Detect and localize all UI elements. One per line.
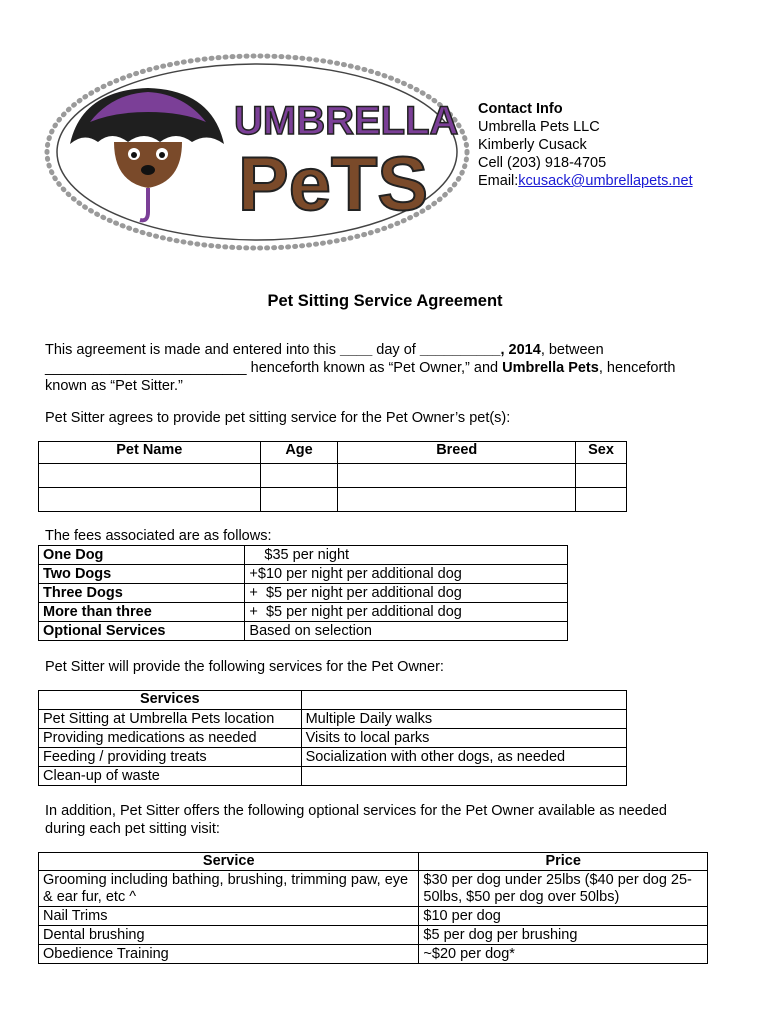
- table-row: [39, 464, 627, 488]
- intro-text: This agreement is made and entered into this: [45, 342, 340, 358]
- pets-table: [38, 441, 627, 512]
- age-cell[interactable]: [260, 464, 338, 488]
- table-row: [39, 584, 568, 603]
- fees-intro: The fees associated are as follows:: [45, 528, 272, 544]
- contact-email-row: [478, 172, 693, 190]
- intro-text: , henceforth: [598, 360, 676, 376]
- intro-line1: [45, 341, 735, 359]
- table-row: [39, 907, 708, 926]
- umbrella-dog-icon: [70, 88, 224, 220]
- fee-value: + $5 per night per additional dog: [245, 603, 568, 622]
- services-table: [38, 690, 627, 786]
- table-row: [39, 488, 627, 512]
- service-cell: Providing medications as needed: [39, 729, 302, 748]
- header-breed: Breed: [338, 442, 576, 464]
- logo-line2: PeTS: [238, 142, 429, 227]
- service-cell: Feeding / providing treats: [39, 748, 302, 767]
- optional-intro-line1: In addition, Pet Sitter offers the following optional services for the Pet Owner available as needed: [45, 803, 667, 819]
- header-pet-name: Pet Name: [39, 442, 261, 464]
- price-cell: $10 per dog: [419, 907, 708, 926]
- breed-cell[interactable]: [338, 464, 576, 488]
- agreement-intro: [45, 341, 735, 395]
- contact-company: Umbrella Pets LLC: [478, 119, 600, 135]
- sex-cell[interactable]: [576, 488, 627, 512]
- table-header-row: [39, 442, 627, 464]
- service-cell: Pet Sitting at Umbrella Pets location: [39, 710, 302, 729]
- fee-label: Two Dogs: [39, 565, 245, 584]
- table-header-row: [39, 853, 708, 871]
- intro-text: , between: [540, 342, 604, 358]
- table-row: [39, 926, 708, 945]
- contact-heading: Contact Info: [478, 101, 563, 117]
- header-age: Age: [260, 442, 338, 464]
- optional-intro: [45, 802, 735, 838]
- intro-line3: known as “Pet Sitter.”: [45, 378, 183, 394]
- contact-info: [478, 100, 693, 190]
- empty-header-cell: [301, 691, 626, 710]
- fee-label: One Dog: [39, 546, 245, 565]
- document-title: Pet Sitting Service Agreement: [267, 292, 503, 310]
- pet-name-cell[interactable]: [39, 464, 261, 488]
- intro-line2: [45, 359, 735, 377]
- table-row: [39, 710, 627, 729]
- fee-value: Based on selection: [245, 622, 568, 641]
- header-services: Services: [39, 691, 302, 710]
- intro-text: day of: [372, 342, 420, 358]
- header-sex: Sex: [576, 442, 627, 464]
- table-row: [39, 945, 708, 964]
- umbrella-pets-logo: [42, 52, 472, 252]
- fee-label: More than three: [39, 603, 245, 622]
- table-row: [39, 767, 627, 786]
- day-blank[interactable]: ____: [340, 342, 373, 358]
- table-row: [39, 603, 568, 622]
- service-cell: Multiple Daily walks: [301, 710, 626, 729]
- optional-intro-line2: during each pet sitting visit:: [45, 821, 220, 837]
- fee-label: Three Dogs: [39, 584, 245, 603]
- service-cell: Obedience Training: [39, 945, 419, 964]
- price-cell: ~$20 per dog*: [419, 945, 708, 964]
- table-row: [39, 748, 627, 767]
- pets-intro: Pet Sitter agrees to provide pet sitting service for the Pet Owner’s pet(s):: [45, 410, 511, 426]
- service-cell: Socialization with other dogs, as needed: [301, 748, 626, 767]
- age-cell[interactable]: [260, 488, 338, 512]
- price-cell: $5 per dog per brushing: [419, 926, 708, 945]
- year-text: , 2014: [500, 342, 541, 358]
- table-row: [39, 622, 568, 641]
- table-row: [39, 729, 627, 748]
- service-cell: [301, 767, 626, 786]
- fees-table: [38, 545, 568, 641]
- fee-value: +$10 per night per additional dog: [245, 565, 568, 584]
- fee-label: Optional Services: [39, 622, 245, 641]
- month-blank[interactable]: __________: [419, 342, 501, 358]
- intro-text: henceforth known as “Pet Owner,” and: [246, 360, 503, 376]
- owner-blank[interactable]: _________________________: [45, 360, 247, 376]
- header-price: Price: [419, 853, 708, 871]
- company-name: Umbrella Pets: [502, 360, 599, 376]
- service-cell: Visits to local parks: [301, 729, 626, 748]
- table-header-row: [39, 691, 627, 710]
- pet-name-cell[interactable]: [39, 488, 261, 512]
- breed-cell[interactable]: [338, 488, 576, 512]
- fee-value: + $5 per night per additional dog: [245, 584, 568, 603]
- email-label: Email:: [478, 173, 519, 189]
- price-cell: $30 per dog under 25lbs ($40 per dog 25-50lbs, $50 per dog over 50lbs): [419, 871, 708, 907]
- service-cell: Clean-up of waste: [39, 767, 302, 786]
- header-service: Service: [39, 853, 419, 871]
- service-cell: Dental brushing: [39, 926, 419, 945]
- contact-name: Kimberly Cusack: [478, 137, 587, 153]
- optional-services-table: [38, 852, 708, 964]
- logo-line1: UMBRELLA: [234, 99, 459, 143]
- services-intro: Pet Sitter will provide the following services for the Pet Owner:: [45, 659, 444, 675]
- table-row: [39, 871, 708, 907]
- table-row: [39, 546, 568, 565]
- service-cell: Grooming including bathing, brushing, trimming paw, eye & ear fur, etc ^: [39, 871, 419, 907]
- service-cell: Nail Trims: [39, 907, 419, 926]
- sex-cell[interactable]: [576, 464, 627, 488]
- fee-value: $35 per night: [245, 546, 568, 565]
- table-row: [39, 565, 568, 584]
- email-link[interactable]: kcusack@umbrellapets.net: [518, 173, 693, 189]
- contact-cell: Cell (203) 918-4705: [478, 155, 607, 171]
